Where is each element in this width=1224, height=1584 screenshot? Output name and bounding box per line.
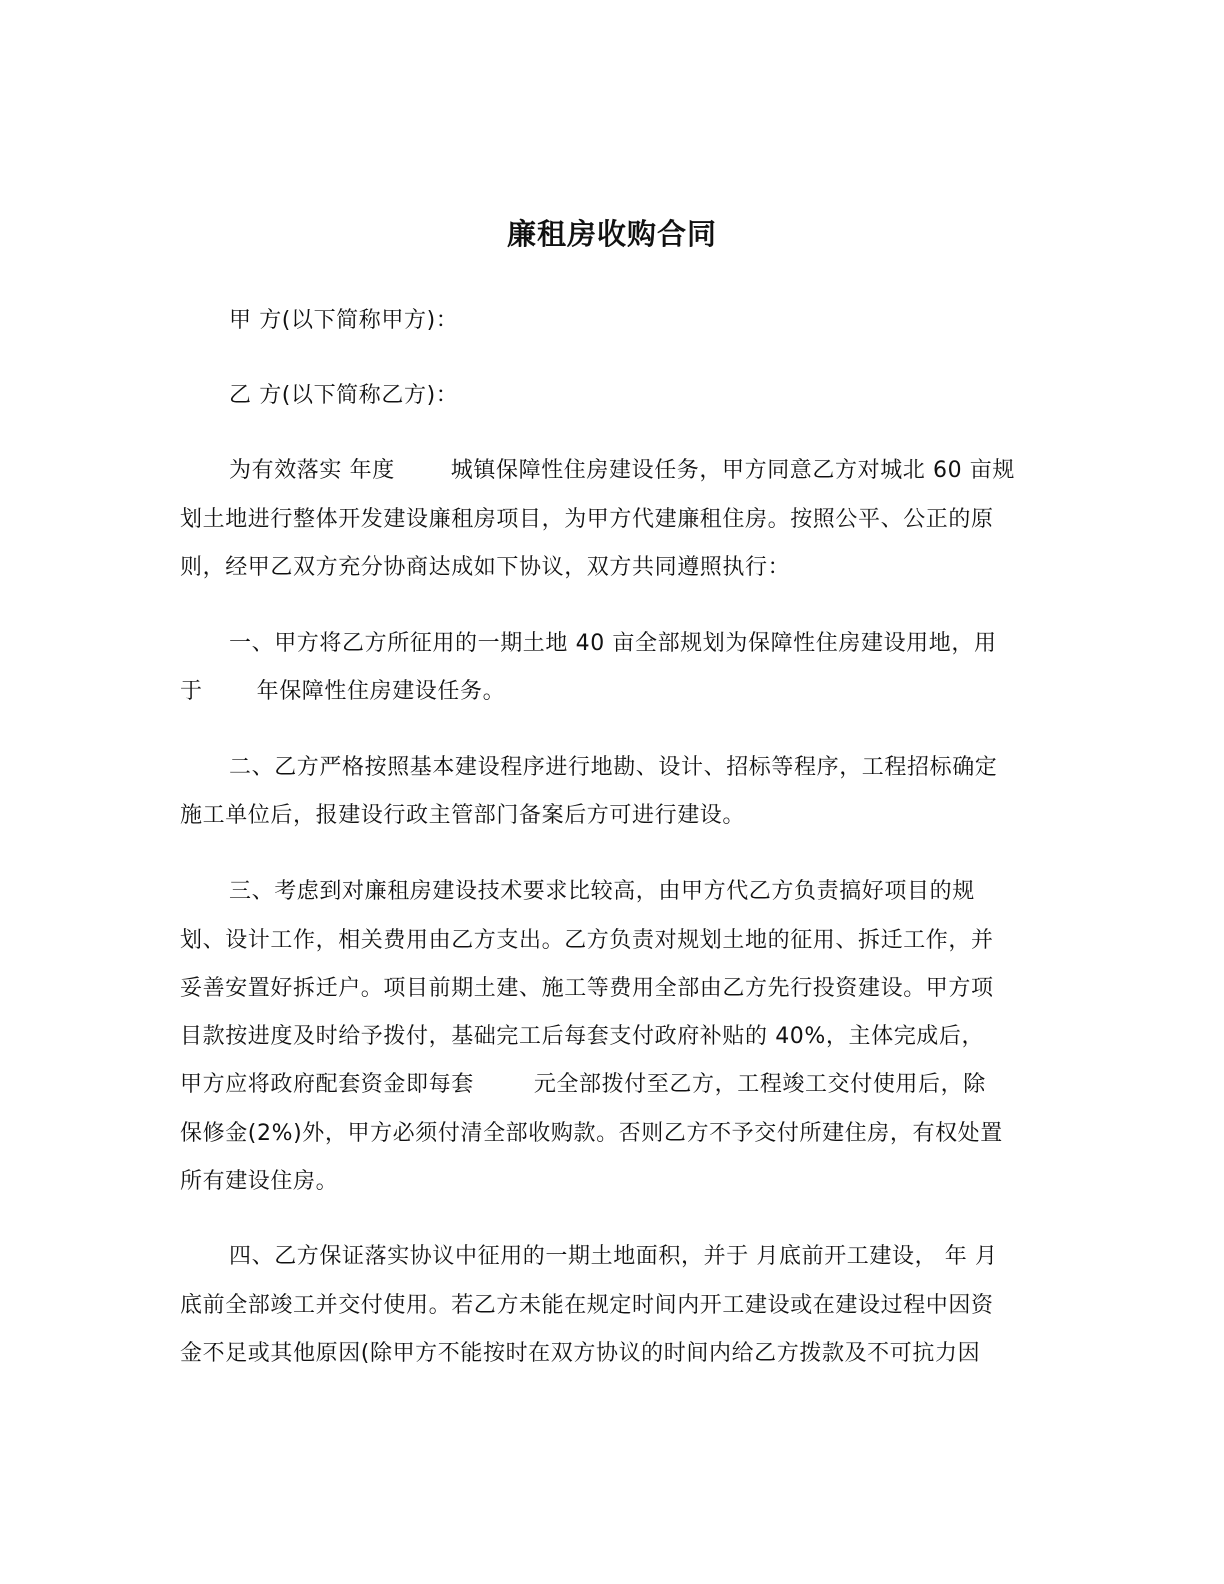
clause-3-segment: 甲方应将政府配套资金即每套: [180, 1072, 474, 1097]
clause-3-line-4: 目款按进度及时给予拨付，基础完工后每套支付政府补贴的 40%，主体完成后，: [180, 1024, 985, 1049]
clause-1-line-1: 一、甲方将乙方所征用的一期土地 40 亩全部规划为保障性住房建设用地，用: [229, 631, 997, 656]
clause-3-line-2: 划、设计工作，相关费用由乙方支出。乙方负责对规划土地的征用、拆迁工作，并: [180, 928, 994, 953]
preamble-segment: 城镇保障性住房建设任务，甲方同意乙方对城北 60 亩规: [450, 458, 1015, 483]
party-b-line: 乙 方(以下简称乙方)：: [229, 383, 459, 408]
party-a-line: 甲 方(以下简称甲方)：: [229, 308, 459, 333]
clause-4-line-1: 四、乙方保证落实协议中征用的一期土地面积，并于 月底前开工建设， 年 月: [229, 1244, 998, 1269]
clause-3-line-6: 保修金(2%)外，甲方必须付清全部收购款。否则乙方不予交付所建住房，有权处置: [180, 1121, 1003, 1146]
clause-1-line-2: [180, 676, 505, 708]
clause-3-line-7: 所有建设住房。: [180, 1169, 339, 1194]
clause-4-line-2: 底前全部竣工并交付使用。若乙方未能在规定时间内开工建设或在建设过程中因资: [180, 1293, 994, 1318]
clause-1-segment: 于: [180, 679, 203, 704]
clause-1-segment: 年保障性住房建设任务。: [256, 679, 506, 704]
preamble-line-1: [229, 455, 1015, 487]
clause-2-line-1: 二、乙方严格按照基本建设程序进行地勘、设计、招标等程序，工程招标确定: [229, 755, 998, 780]
preamble-segment: 为有效落实 年度: [229, 458, 395, 483]
preamble-line-2: 划土地进行整体开发建设廉租房项目，为甲方代建廉租住房。按照公平、公正的原: [180, 507, 994, 532]
clause-3-line-1: 三、考虑到对廉租房建设技术要求比较高，由甲方代乙方负责搞好项目的规: [229, 879, 975, 904]
document-title: 廉租房收购合同: [506, 217, 717, 251]
clause-3-line-5: [180, 1069, 986, 1101]
clause-4-line-3: 金不足或其他原因(除甲方不能按时在双方协议的时间内给乙方拨款及不可抗力因: [180, 1341, 981, 1366]
preamble-line-3: 则，经甲乙双方充分协商达成如下协议，双方共同遵照执行：: [180, 555, 791, 580]
clause-3-line-3: 妥善安置好拆迁户。项目前期土建、施工等费用全部由乙方先行投资建设。甲方项: [180, 976, 994, 1001]
clause-2-line-2: 施工单位后，报建设行政主管部门备案后方可进行建设。: [180, 803, 746, 828]
clause-3-segment: 元全部拨付至乙方，工程竣工交付使用后，除: [533, 1072, 986, 1097]
